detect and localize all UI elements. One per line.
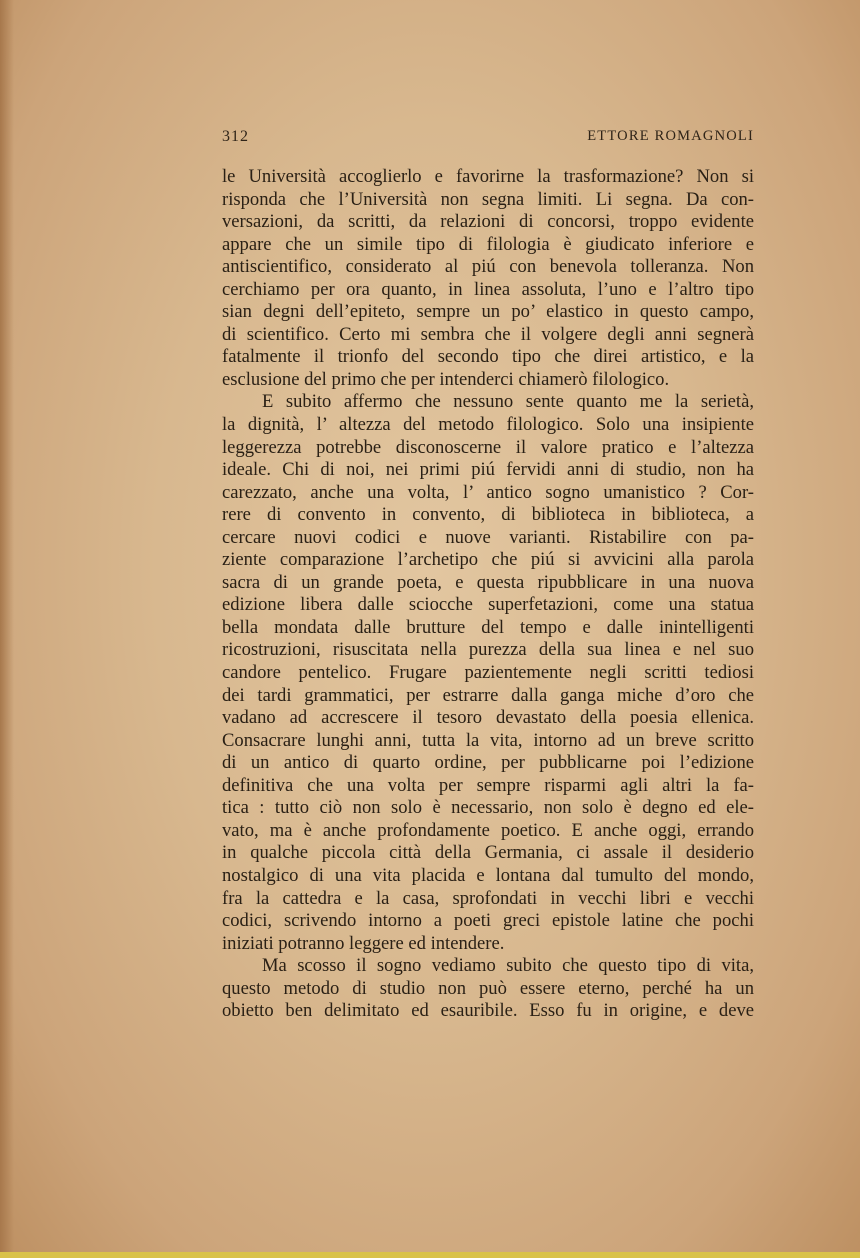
text-line: le Università accoglierlo e favorirne la trasformazione? Non si	[222, 166, 754, 187]
text-line: E subito affermo che nessuno sente quanto me la serietà,	[262, 391, 754, 413]
text-line: questo metodo di studio non può essere eterno, perché ha un	[222, 977, 754, 999]
text-line: di scientifico. Certo mi sembra che il volgere degli anni segnerà	[222, 323, 754, 345]
text-line: Consacrare lunghi anni, tutta la vita, intorno ad un breve scritto	[222, 729, 754, 751]
text-line: nostalgico di una vita placida e lontana dal tumulto del mondo,	[222, 864, 754, 886]
paragraph	[222, 166, 754, 391]
text-line: leggerezza potrebbe disconoscerne il valore pratico e l’altezza	[222, 436, 754, 458]
text-line: bella mondata dalle brutture del tempo e dalle inintelligenti	[222, 616, 754, 638]
text-line: Ma scosso il sogno vediamo subito che questo tipo di vita,	[262, 955, 754, 977]
text-line: in qualche piccola città della Germania, ci assale il desiderio	[222, 842, 754, 864]
text-line: fra la cattedra e la casa, sprofondati in vecchi libri e vecchi	[222, 887, 754, 909]
text-line: rere di convento in convento, di biblioteca in biblioteca, a	[222, 504, 754, 526]
text-line: la dignità, l’ altezza del metodo filologico. Solo una insipiente	[222, 414, 754, 436]
text-line: obietto ben delimitato ed esauribile. Esso fu in origine, e deve	[222, 1000, 754, 1022]
text-line: appare che un simile tipo di filologia è giudicato inferiore e	[222, 233, 754, 255]
text-line: fatalmente il trionfo del secondo tipo che direi artistico, e la	[222, 346, 754, 368]
running-head: ETTORE ROMAGNOLI	[587, 128, 754, 144]
text-line: cercare nuovi codici e nuove varianti. Ristabilire con pa-	[222, 526, 754, 548]
text-line: ricostruzioni, risuscitata nella purezza della sua linea e nel suo	[222, 639, 754, 661]
page-number: 312	[222, 128, 249, 145]
text-line: sian degni dell’epiteto, sempre un po’ elastico in questo campo,	[222, 301, 754, 323]
text-line: vadano ad accrescere il tesoro devastato della poesia ellenica.	[222, 707, 754, 729]
text-line: di un antico di quarto ordine, per pubblicarne poi l’edizione	[222, 752, 754, 774]
text-line: edizione libera dalle sciocche superfetazioni, come una statua	[222, 594, 754, 616]
page-header	[222, 128, 754, 150]
text-line: ideale. Chi di noi, nei primi piú fervidi anni di studio, non ha	[222, 459, 754, 481]
text-line: versazioni, da scritti, da relazioni di concorsi, troppo evidente	[222, 211, 754, 233]
text-line: ziente comparazione l’archetipo che piú si avvicini alla parola	[222, 549, 754, 571]
text-line: definitiva che una volta per sempre risparmi agli altri la fa-	[222, 774, 754, 796]
text-line: sacra di un grande poeta, e questa ripubblicare in una nuova	[222, 571, 754, 593]
text-line: esclusione del primo che per intenderci chiamerò filologico.	[222, 368, 670, 390]
page-left-shadow	[0, 0, 14, 1258]
text-line: candore pentelico. Frugare pazientemente negli scritti tediosi	[222, 662, 754, 684]
paragraph	[222, 955, 754, 1023]
paragraph	[222, 391, 754, 955]
text-line: codici, scrivendo intorno a poeti greci epistole latine che pochi	[222, 910, 754, 932]
text-line: iniziati potranno leggere ed intendere.	[222, 932, 505, 954]
text-line: tica : tutto ciò non solo è necessario, non solo è degno ed ele-	[222, 797, 754, 819]
text-line: cerchiamo per ora quanto, in linea assoluta, l’uno e l’altro tipo	[222, 278, 754, 300]
page-bottom-edge	[0, 1252, 860, 1258]
text-line: dei tardi grammatici, per estrarre dalla ganga miche d’oro che	[222, 684, 754, 706]
text-line: vato, ma è anche profondamente poetico. E anche oggi, errando	[222, 819, 754, 841]
text-line: carezzato, anche una volta, l’ antico sogno umanistico ? Cor-	[222, 481, 754, 503]
body-text	[222, 166, 754, 1023]
text-line: risponda che l’Università non segna limiti. Li segna. Da con-	[222, 188, 754, 210]
text-line: antiscientifico, considerato al piú con benevola tolleranza. Non	[222, 256, 754, 278]
